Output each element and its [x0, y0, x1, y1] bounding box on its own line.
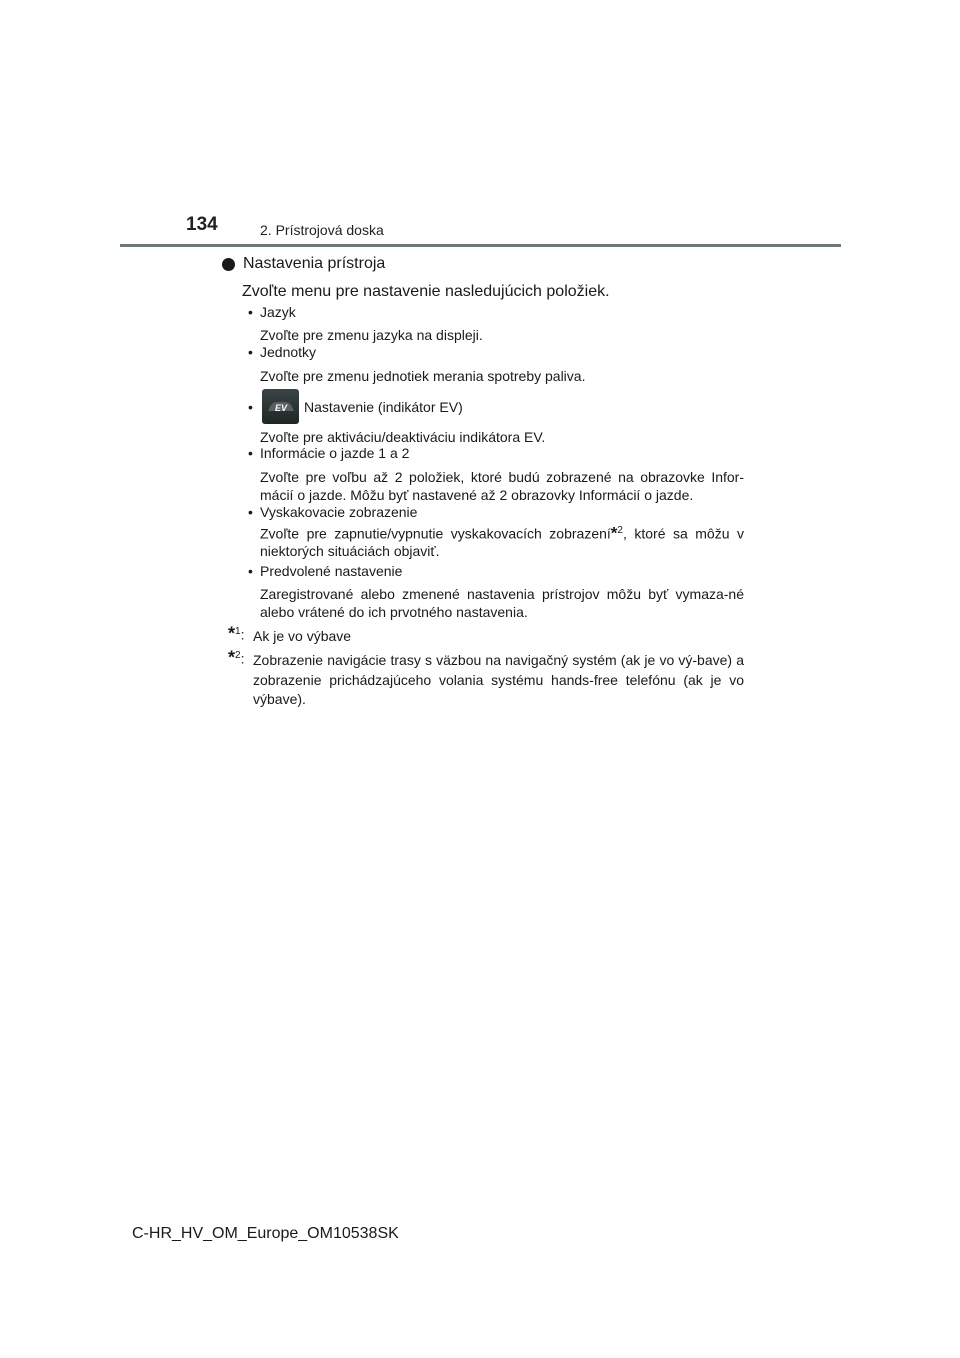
bullet-icon: •	[248, 445, 253, 461]
document-code-footer: C-HR_HV_OM_Europe_OM10538SK	[132, 1225, 399, 1242]
list-item-description: Zaregistrované alebo zmenené nastavenia prístrojov môžu byť vymaza-né alebo vrátené do ich prvotného nastavenia.	[260, 586, 744, 620]
bullet-icon: •	[248, 304, 253, 320]
footnote-reference: 2	[617, 525, 623, 536]
list-item-description: Zvoľte pre zmenu jazyka na displeji.	[260, 327, 483, 343]
bullet-icon: •	[248, 563, 253, 579]
section-title: 2. Prístrojová doska	[260, 222, 384, 238]
bullet-circle-icon	[222, 258, 235, 271]
footnote-marker: *$^1$:	[228, 623, 245, 644]
ev-car-silhouette-icon	[266, 399, 296, 415]
bullet-icon: •	[248, 398, 253, 415]
footnote-asterisk-icon: *	[610, 523, 618, 543]
list-item-description: Zvoľte pre voľbu až 2 položiek, ktoré budú zobrazené na obrazovke Infor-mácií o jazde. Môžu byť nastavené až 2 obrazovky Informácií o jazde.	[260, 469, 744, 503]
list-item-label: • Predvolené nastavenie	[248, 563, 403, 579]
list-item-label: • Jazyk	[248, 304, 296, 320]
section-heading-text: Nastavenia prístroja	[243, 255, 386, 272]
intro-text: Zvoľte menu pre nastavenie nasledujúcich položiek.	[242, 283, 610, 300]
list-item-label: • Informácie o jazde 1 a 2	[248, 445, 410, 461]
bullet-icon: •	[248, 344, 253, 360]
footnote-text: Ak je vo výbave	[253, 628, 352, 644]
svg-text:EV: EV	[274, 402, 287, 413]
footnote-text: Zobrazenie navigácie trasy s väzbou na navigačný systém (ak je vo vý-bave) a zobrazenie prichádzajúceho volania systému hands-free telefónu (ak je vo výbave).	[253, 652, 744, 707]
list-item-label: • EV Nastavenie (indikátor EV)	[248, 389, 463, 424]
list-item-description: Zvoľte pre zmenu jednotiek merania spotreby paliva.	[260, 368, 586, 384]
ev-indicator-icon	[262, 389, 299, 424]
section-heading	[222, 255, 385, 273]
list-item-label: • Jednotky	[248, 344, 317, 360]
list-item-description: Zvoľte pre zapnutie/vypnutie vyskakovacích zobrazení*$^2$, ktoré sa môžu v niektorých situáciách objaviť.	[260, 523, 744, 560]
header-rule	[120, 244, 841, 247]
list-item-description: Zvoľte pre aktiváciu/deaktiváciu indikátora EV.	[260, 429, 546, 445]
list-item-label: • Vyskakovacie zobrazenie	[248, 504, 418, 520]
page-number: 134	[186, 214, 218, 235]
bullet-icon: •	[248, 504, 253, 520]
footnote-marker: *$^2$:	[228, 647, 245, 668]
